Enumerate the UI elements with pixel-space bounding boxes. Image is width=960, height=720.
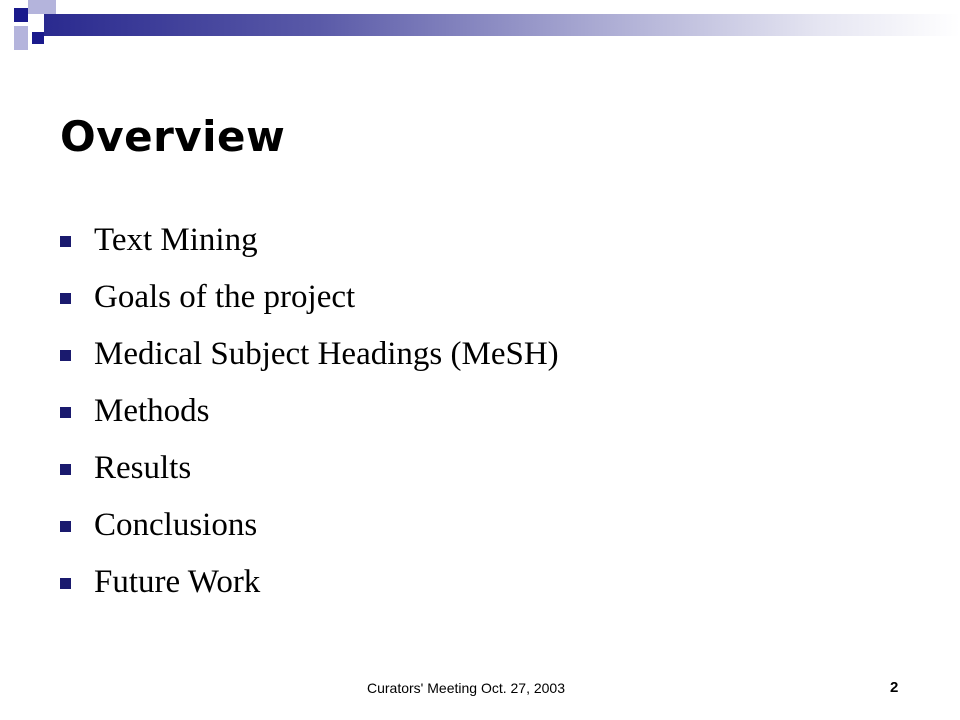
page-number: 2 [890,679,899,696]
bullet-square-icon [60,407,71,418]
bullet-item [60,503,559,560]
header-square-light-1 [28,0,44,14]
bullet-square-icon [60,236,71,247]
slide-title: Overview [60,112,286,161]
header-square-light-3 [44,0,56,14]
bullet-item [60,218,559,275]
header-square-light-2 [14,26,28,50]
bullet-square-icon [60,293,71,304]
bullet-text: Future Work [94,564,261,600]
bullet-square-icon [60,464,71,475]
bullet-square-icon [60,350,71,361]
bullet-item [60,446,559,503]
bullet-text: Results [94,450,192,486]
bullet-square-icon [60,578,71,589]
footer-text: Curators' Meeting Oct. 27, 2003 [367,680,565,696]
bullet-item [60,560,559,617]
bullet-item [60,275,559,332]
slide-footer [0,680,960,700]
bullet-text: Text Mining [94,222,258,258]
bullet-text: Goals of the project [94,279,356,315]
bullet-item [60,332,559,389]
bullet-text: Methods [94,393,210,429]
header-square-navy-2 [32,32,44,44]
bullet-item [60,389,559,446]
header-square-navy-1 [14,8,28,22]
bullet-square-icon [60,521,71,532]
bullet-text: Conclusions [94,507,258,543]
bullet-text: Medical Subject Headings (MeSH) [94,336,559,372]
header-gradient-bar [44,14,960,36]
bullet-list [60,218,559,617]
